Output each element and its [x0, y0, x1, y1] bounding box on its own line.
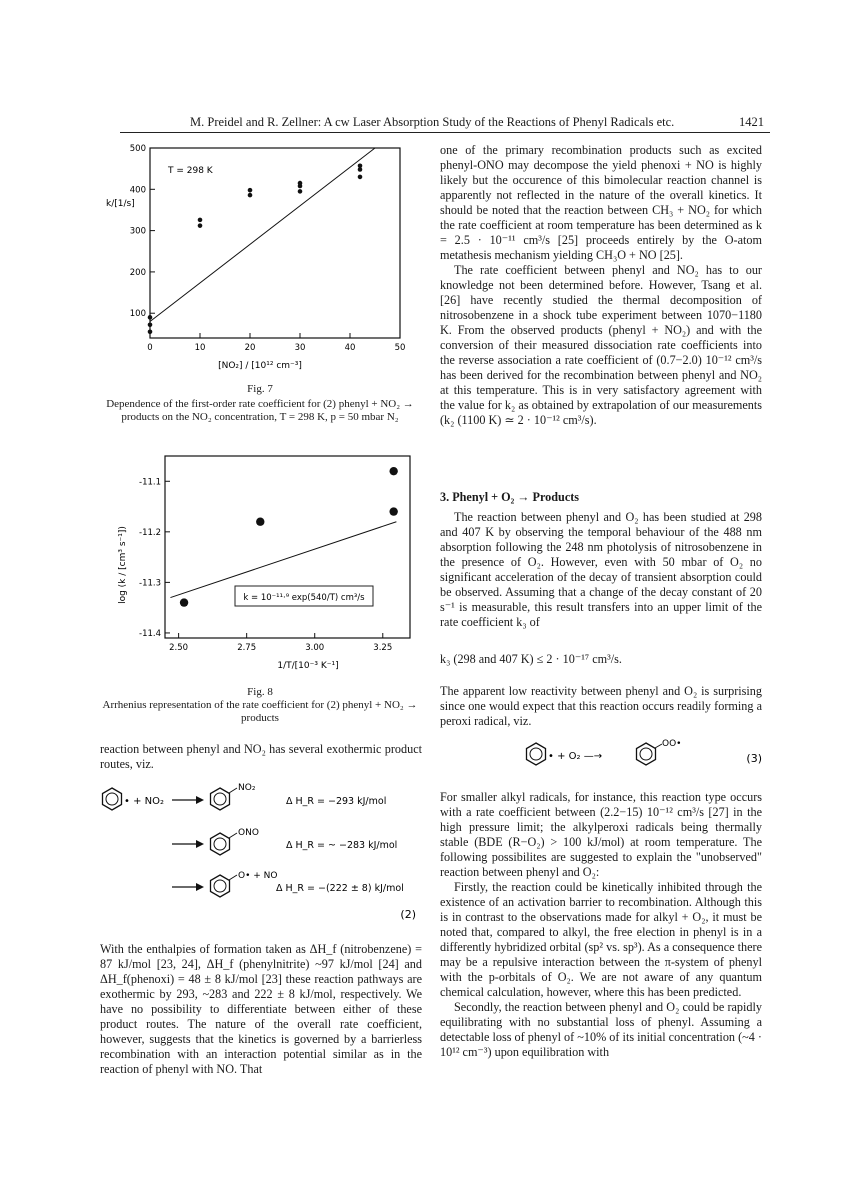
- data-point: [198, 223, 203, 228]
- data-point: [389, 507, 397, 515]
- right-p7: Secondly, the reaction between phenyl and O₂ could be rapidly equilibrating with no substantial loss of phenyl. Assuming a detectable loss of phenyl of ~10% of its initial concentration (~4 · 10¹² cm⁻³) upon equilibration with: [440, 1000, 762, 1059]
- section-heading: 3. Phenyl + O₂ → Products: [440, 490, 580, 504]
- y-tick-label: 500: [129, 144, 146, 154]
- header-title: M. Preidel and R. Zellner: A cw Laser Absorption Study of the Reactions of Phenyl Radicals etc.: [190, 115, 675, 129]
- data-point: [148, 322, 153, 327]
- left-intro-text: reaction between phenyl and NO₂ has several exothermic product routes, viz.: [100, 742, 422, 771]
- r1-lhs: • + NO₂: [124, 796, 164, 807]
- data-point: [358, 175, 363, 180]
- data-point: [298, 181, 303, 186]
- x-tick-label: 50: [394, 343, 406, 353]
- data-point: [248, 188, 253, 193]
- x-tick-label: 20: [244, 343, 256, 353]
- reaction-scheme-3: [440, 734, 765, 778]
- r3-product: O• + NO: [238, 871, 278, 881]
- right-col-p4: [440, 684, 762, 729]
- fig8-caption: Arrhenius representation of the rate coefficient for (2) phenyl + NO₂ → products: [102, 699, 418, 724]
- reaction-scheme-2: [96, 782, 426, 927]
- data-point: [248, 193, 253, 198]
- y-tick-label: -11.2: [139, 527, 161, 538]
- y-tick-label: 200: [129, 267, 146, 278]
- fig8-ylabel: log (k / [cm³ s⁻¹]): [118, 526, 128, 604]
- fig8-label: Fig. 8: [247, 686, 273, 698]
- left-intro: [100, 742, 422, 772]
- eq-k3: k₃ (298 and 407 K) ≤ 2 · 10⁻¹⁷ cm³/s.: [440, 652, 622, 666]
- data-point: [198, 218, 203, 223]
- x-tick-label: 0: [147, 343, 153, 353]
- y-tick-label: -11.3: [139, 578, 161, 589]
- y-tick-label: 300: [129, 226, 146, 237]
- eq2-number: (2): [400, 908, 416, 921]
- fig8-fit-label: k = 10⁻¹¹·⁹ exp(540/T) cm³/s: [243, 593, 365, 603]
- data-point: [298, 189, 303, 194]
- x-tick-label: 10: [194, 343, 206, 353]
- right-p5: For smaller alkyl radicals, for instance, this reaction type occurs with a rate coefficient between (2.2−15) 10⁻¹² cm³/s [27] in the high pressure limit; the alkylperoxi radicals being thermally stable (BDE (R−O₂) > 100 kJ/mol) at room temperature. The following possibilites are suggested to explain the "unobserved" reaction between phenyl and O₂:: [440, 790, 762, 879]
- x-tick-label: 2.75: [237, 643, 257, 653]
- benzene-ring-icon: [637, 743, 656, 765]
- r3-product-oo: OO•: [662, 739, 682, 749]
- fig8-chart: [100, 450, 420, 680]
- fig8-xlabel: 1/T/[10⁻³ K⁻¹]: [277, 661, 339, 671]
- data-point: [358, 163, 363, 168]
- x-tick-label: 2.50: [169, 643, 189, 653]
- r3-dh: Δ H_R = −(222 ± 8) kJ/mol: [276, 883, 404, 894]
- y-tick-label: 400: [129, 185, 146, 196]
- right-p1: one of the primary recombination products such as excited phenyl-ONO may decompose the yield phenoxi + NO is highly likely but the occurence of this bimolecular reaction channel is apparently not reflected in the nature of the overall kinetics. It should be noted that the reaction between CH₃ + NO₂ for which the rate coefficient at room temperature has been determined as k = 2.5 · 10⁻¹¹ cm³/s [25] proceeds entirely by the O-atom metathesis mechanism yielding CH₃O + NO [25].: [440, 143, 762, 262]
- eq3-number: (3): [746, 752, 762, 765]
- r1-product: NO₂: [238, 783, 256, 793]
- r2-dh: Δ H_R = ~ −283 kJ/mol: [286, 840, 398, 851]
- right-p2: The rate coefficient between phenyl and NO₂ has to our knowledge not been determined before. However, Tsang et al. [26] have recently studied the thermal decomposition of nitrosobenzene in a shock tube experiment between 1070−1180 K. From the observed products (phenyl + NO₂) and with the conversion of their measured dissociation rate coefficients into the reverse association a rate coefficient of (0.7−2.0) 10⁻¹² cm³/s has been derived for the recombination between phenyl and NO₂ at this temperature. This is in very satisfactory agreement with the value for k₂ as obtained by extrapolation of our measurements (k₂ (1100 K) ≃ 2 · 10⁻¹² cm³/s).: [440, 263, 762, 427]
- data-point: [148, 330, 153, 335]
- left-paragraph: With the enthalpies of formation taken as ΔH_f (nitrobenzene) = 87 kJ/mol [23, 24], ΔH_f (phenylnitrite) ~97 kJ/mol [24] and ΔH_f(phenoxi) = 48 ± 8 kJ/mol [23] these reaction pathways are exothermic by 293, ~283 and 222 ± 8 kJ/mol, respectively. We have no possibility to differentiate between either of these product routes. The nature of the overall rate coefficient, however, suggests that the kinetics is governed by a barrierless recombination with an interaction potential similar as in the reaction of phenyl with NO. That: [100, 942, 422, 1076]
- benzene-ring-icon: [527, 743, 546, 765]
- left-body: [100, 942, 422, 1077]
- running-header: [120, 112, 770, 133]
- x-tick-label: 3.00: [305, 643, 325, 653]
- right-col-top: [440, 143, 762, 428]
- fig7-chart: [100, 140, 420, 380]
- x-tick-label: 30: [294, 343, 306, 353]
- y-tick-label: 100: [129, 309, 146, 320]
- right-col-bottom: [440, 790, 762, 1060]
- right-p6: Firstly, the reaction could be kinetically inhibited through the existence of an activation barrier to recombination. Although this is in contrast to the observations made for alkyl + O₂, it must be noted that, compared to alkyl, the free election in phenyl is in a differently hybridized orbital (sp² vs. sp³). As a consequence there may be a repulsive interaction between the π-system of phenyl with the p-orbitals of O₂. We are not aware of any quantum chemical calculation, however, where this has been predicted.: [440, 880, 762, 999]
- arrow-icon: [172, 796, 204, 804]
- right-col-mid: [440, 510, 762, 630]
- benzene-ring-icon: [211, 833, 230, 855]
- fig7-ylabel: k/[1/s]: [106, 199, 135, 209]
- r2-product: ONO: [238, 828, 259, 838]
- r1-dh: Δ H_R = −293 kJ/mol: [286, 796, 387, 807]
- page-number: 1421: [739, 115, 764, 129]
- benzene-ring-icon: [211, 788, 230, 810]
- data-point: [180, 598, 188, 606]
- x-tick-label: 40: [344, 343, 356, 353]
- plot-frame: [165, 456, 410, 638]
- benzene-ring-icon: [103, 788, 122, 810]
- y-tick-label: -11.1: [139, 477, 161, 488]
- fig7-xlabel: [NO₂] / [10¹² cm⁻³]: [218, 361, 302, 371]
- benzene-ring-icon: [211, 875, 230, 897]
- right-p3: The reaction between phenyl and O₂ has been studied at 298 and 407 K by observing the temporal behaviour of the 488 nm absorption following the 248 nm photolysis of nitrosobenzene in the presence of O₂. However, even with 50 mbar of O₂ no significant acceleration of the decay of transient absorption could be observed. Assuming that a change of the decay constant of 20 s⁻¹ is measurable, this result transfers into an upper limit of the rate coefficient k₃ of: [440, 510, 762, 629]
- plot-frame: [150, 148, 400, 338]
- data-point: [389, 467, 397, 475]
- data-point: [256, 518, 264, 526]
- x-tick-label: 3.25: [373, 643, 393, 653]
- r3-lhs: • + O₂ —→: [548, 751, 603, 762]
- right-p4: The apparent low reactivity between phenyl and O₂ is surprising since one would expect that this reaction occurs readily forming a peroxi radical, viz.: [440, 684, 762, 728]
- arrow-icon: [172, 840, 204, 848]
- data-point: [148, 315, 153, 320]
- fig7-label: Fig. 7: [247, 383, 273, 395]
- y-tick-label: -11.4: [139, 628, 161, 639]
- arrow-icon: [172, 883, 204, 891]
- fig7-caption: Dependence of the first-order rate coefficient for (2) phenyl + NO₂ → products on the NO₂ concentration, T = 298 K, p = 50 mbar N₂: [106, 398, 414, 423]
- fig7-annotation: T = 298 K: [168, 166, 213, 176]
